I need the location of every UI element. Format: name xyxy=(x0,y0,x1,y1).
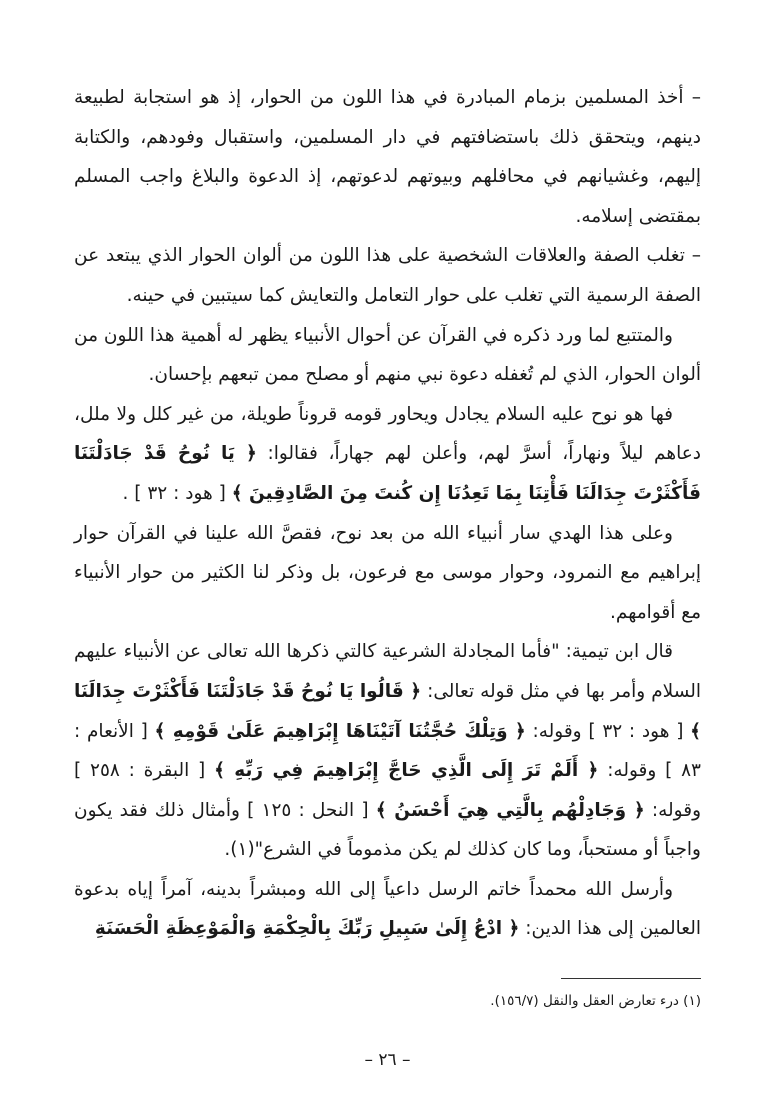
paragraph-5-text: وعلى هذا الهدي سار أنبياء الله من بعد نوح، فقصَّ الله علينا في القرآن حوار إبراهيم مع النمرود، وحوار موسى مع فرعون، بل وذكر لنا الكثير من حوار الأنبياء مع أقوامهم. xyxy=(74,522,701,623)
quran-quote: ﴿ يَا نُوحُ قَدْ جَادَلْتَنَا فَأَكْثَرْتَ جِدَالَنَا فَأْتِنَا بِمَا تَعِدُنَا إِن كُنتَ مِنَ الصَّادِقِينَ ﴾ xyxy=(74,443,701,504)
paragraph-2 xyxy=(74,236,701,315)
paragraph-2-text: – تغلب الصفة والعلاقات الشخصية على هذا اللون من ألوان الحوار الذي يبتعد عن الصفة الرسمية التي تغلب على حوار التعامل والتعايش كما سيتبين في حينه. xyxy=(74,245,701,306)
paragraph-5 xyxy=(74,514,701,633)
quran-quote: ﴿ أَلَمْ تَرَ إِلَى الَّذِي حَاجَّ إِبْرَاهِيمَ فِي رَبِّهِ ﴾ xyxy=(214,760,599,782)
quran-reference: [ الأنعام : ٨٣ ] وقوله: xyxy=(74,720,701,782)
quran-quote: ﴿ ادْعُ إِلَىٰ سَبِيلِ رَبِّكَ بِالْحِكْمَةِ وَالْمَوْعِظَةِ الْحَسَنَةِ xyxy=(94,918,520,940)
paragraph-3-text: والمتتبع لما ورد ذكره في القرآن عن أحوال الأنبياء يظهر له أهمية هذا اللون من ألوان الحوار، الذي لم تُغفله دعوة نبي منهم أو مصلح ممن تبعهم بإحسان. xyxy=(74,324,701,386)
quran-reference: [ هود : ٣٢ ] . xyxy=(122,482,232,504)
quran-quote: ﴿ وَتِلْكَ حُجَّتُنَا آتَيْنَاهَا إِبْرَاهِيمَ عَلَىٰ قَوْمِهِ ﴾ xyxy=(154,720,526,742)
paragraph-7-lead: وأرسل الله محمداً خاتم الرسل داعياً إلى الله ومبشراً بدينه، آمراً إياه بدعوة العالمين إلى هذا الدين: xyxy=(74,878,701,940)
footnote: (١) درء تعارض العقل والنقل (١٥٦/٧). xyxy=(490,993,701,1009)
paragraph-6 xyxy=(74,632,701,870)
paragraph-4 xyxy=(74,395,701,514)
quran-quote: ﴿ وَجَادِلْهُم بِالَّتِي هِيَ أَحْسَنُ ﴾ xyxy=(375,799,645,821)
paragraph-6-lead: قال ابن تيمية: "فأما المجادلة الشرعية كالتي ذكرها الله تعالى عن الأنبياء عليهم السلام وأمر بها في مثل قوله تعالى: xyxy=(74,641,701,702)
paragraph-4-lead: فها هو نوح عليه السلام يجادل ويحاور قومه قروناً طويلة، من غير كلل ولا ملل، دعاهم ليلاً ونهاراً، أسرَّ لهم، وأعلن لهم جهاراً، فقالوا: xyxy=(74,403,701,465)
paragraph-1-text: – أخذ المسلمين بزمام المبادرة في هذا اللون من الحوار، إذ هو استجابة لطبيعة دينهم، ويتحقق ذلك باستضافتهم في دار المسلمين، واستقبال وفودهم، والكتابة إليهم، وغشيانهم في محافلهم وبيوتهم لدعوتهم، إذ الدعوة والبلاغ واجب المسلم بمقتضى إسلامه. xyxy=(74,87,701,227)
footnote-divider xyxy=(561,978,701,979)
quran-reference: [ النحل : ١٢٥ ] وأمثال ذلك فقد يكون واجباً أو مستحباً، وما كان كذلك لم يكن مذموماً في الشرع"(١). xyxy=(74,799,701,861)
paragraph-3 xyxy=(74,316,701,395)
quran-quote: ﴿ قَالُوا يَا نُوحُ قَدْ جَادَلْتَنَا فَأَكْثَرْتَ جِدَالَنَا ﴾ xyxy=(74,680,702,742)
paragraph-1 xyxy=(74,78,701,236)
quran-reference: [ هود : ٣٢ ] وقوله: xyxy=(525,720,691,742)
quran-reference: [ البقرة : ٢٥٨ ] وقوله: xyxy=(74,760,702,821)
body-text xyxy=(74,78,701,949)
paragraph-7 xyxy=(74,870,701,949)
page-number: – ٢٦ – xyxy=(364,1050,411,1070)
